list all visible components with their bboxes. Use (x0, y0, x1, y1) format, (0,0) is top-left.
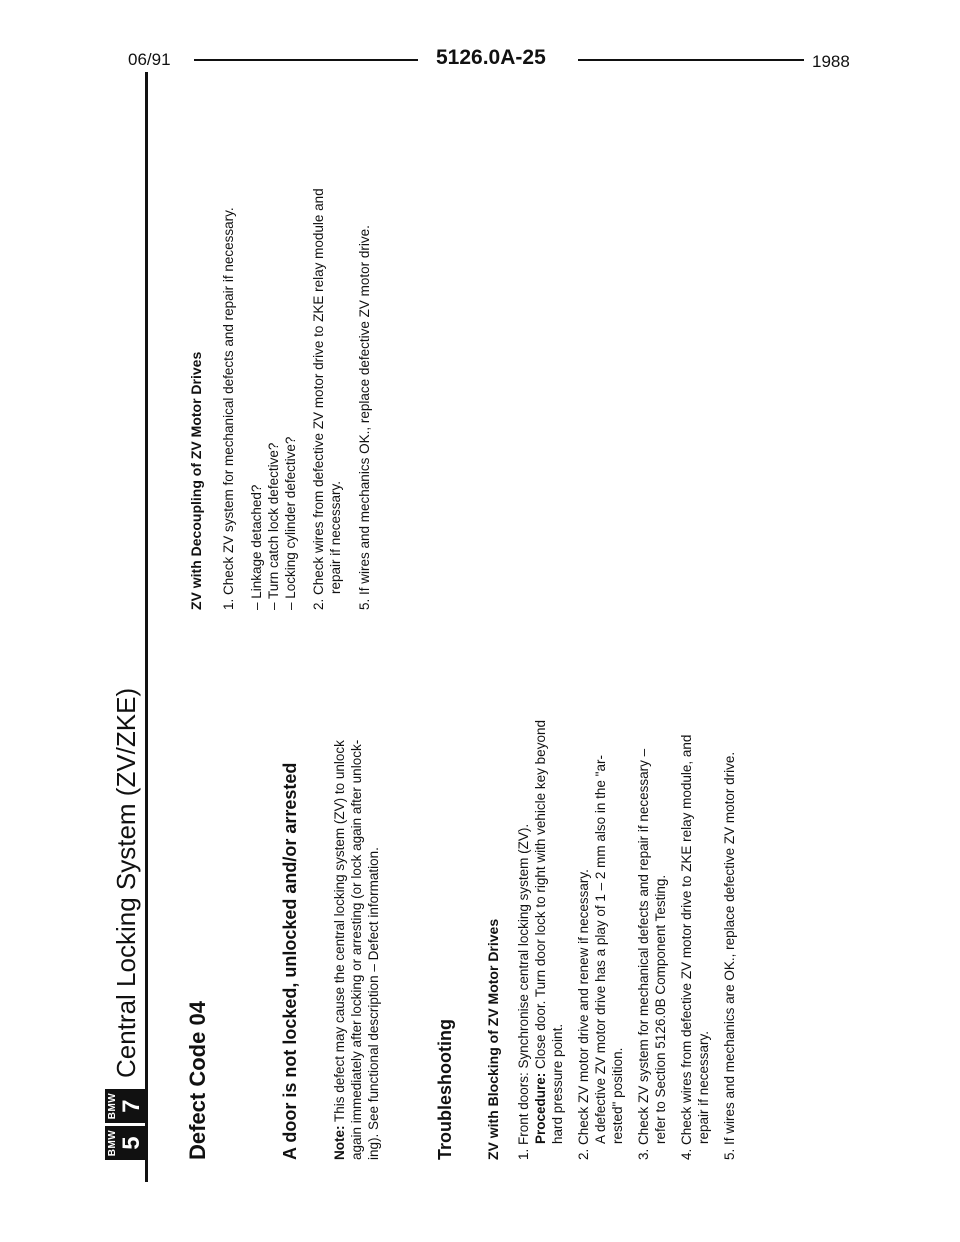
blocking-step-4-cont: repair if necessary. (696, 1030, 711, 1144)
procedure-text: Close door. Turn door lock to right with vehicle key beyond (533, 720, 548, 1073)
logo-brand-text: BMW (107, 1129, 118, 1157)
decoupling-bullet-3: – Locking cylinder defective? (283, 436, 298, 610)
logo-brand-text: BMW (107, 1092, 118, 1120)
procedure-label: Procedure: (533, 1072, 548, 1144)
blocking-step-2-cont: rested" position. (610, 1047, 625, 1144)
logo-box-7 (105, 1089, 147, 1123)
blocking-step-1: 1. Front doors: Synchronise central locking system (ZV). (516, 823, 531, 1160)
decoupling-heading: ZV with Decoupling of ZV Motor Drives (188, 351, 204, 610)
note-line-2: again immediately after locking or arresting (or lock again after unlock- (349, 739, 364, 1160)
note-line-1 (331, 740, 348, 1160)
decoupling-bullet-1: – Linkage detached? (249, 484, 264, 610)
decoupling-step-1: 1. Check ZV system for mechanical defects and repair if necessary. (221, 207, 236, 610)
logo-series-7: 7 (118, 1099, 145, 1113)
blocking-step-4: 4. Check wires from defective ZV motor drive to ZKE relay module, and (679, 734, 694, 1160)
defect-code-heading: Defect Code 04 (185, 1001, 210, 1160)
blocking-heading: ZV with Blocking of ZV Motor Drives (485, 918, 501, 1160)
blocking-step-1-cont: hard pressure point. (550, 1023, 565, 1144)
document-title: Central Locking System (ZV/ZKE) (111, 687, 141, 1078)
logo-series-5: 5 (118, 1136, 145, 1150)
note-line-3: ing). See functional description – Defect information. (366, 847, 381, 1160)
decoupling-bullet-2: – Turn catch lock defective? (266, 442, 281, 610)
bmw-logo (105, 1088, 147, 1160)
blocking-step-2-detail: A defective ZV motor drive has a play of 1 – 2 mm also in the "ar- (593, 755, 608, 1144)
blocking-step-5: 5. If wires and mechanics are OK., replace defective ZV motor drive. (722, 751, 737, 1160)
blocking-step-3: 3. Check ZV system for mechanical defects and repair if necessary – (636, 748, 651, 1160)
header-rule-left (194, 59, 418, 61)
blocking-step-2: 2. Check ZV motor drive and renew if necessary. (576, 869, 591, 1160)
decoupling-step-5: 5. If wires and mechanics OK., replace defective ZV motor drive. (357, 225, 372, 610)
title-rule (145, 718, 147, 1078)
header-date: 06/91 (128, 50, 171, 69)
logo-box-5 (105, 1126, 147, 1160)
troubleshooting-heading: Troubleshooting (435, 1019, 455, 1160)
rotated-content (105, 70, 755, 1160)
header-rule-right (578, 59, 804, 61)
note-text: This defect may cause the central locking system (ZV) to unlock (332, 740, 347, 1126)
decoupling-step-2-cont: repair if necessary. (328, 480, 343, 594)
header-year: 1988 (812, 52, 850, 71)
blocking-step-1-procedure (532, 720, 549, 1144)
header-section-code: 5126.0A-25 (436, 46, 546, 69)
defect-heading: A door is not locked, unlocked and/or arrested (280, 762, 300, 1160)
note-label: Note: (332, 1125, 347, 1160)
decoupling-step-2: 2. Check wires from defective ZV motor drive to ZKE relay module and (311, 188, 326, 610)
blocking-step-3-cont: refer to Section 5126.0B Component Testing. (653, 874, 668, 1144)
